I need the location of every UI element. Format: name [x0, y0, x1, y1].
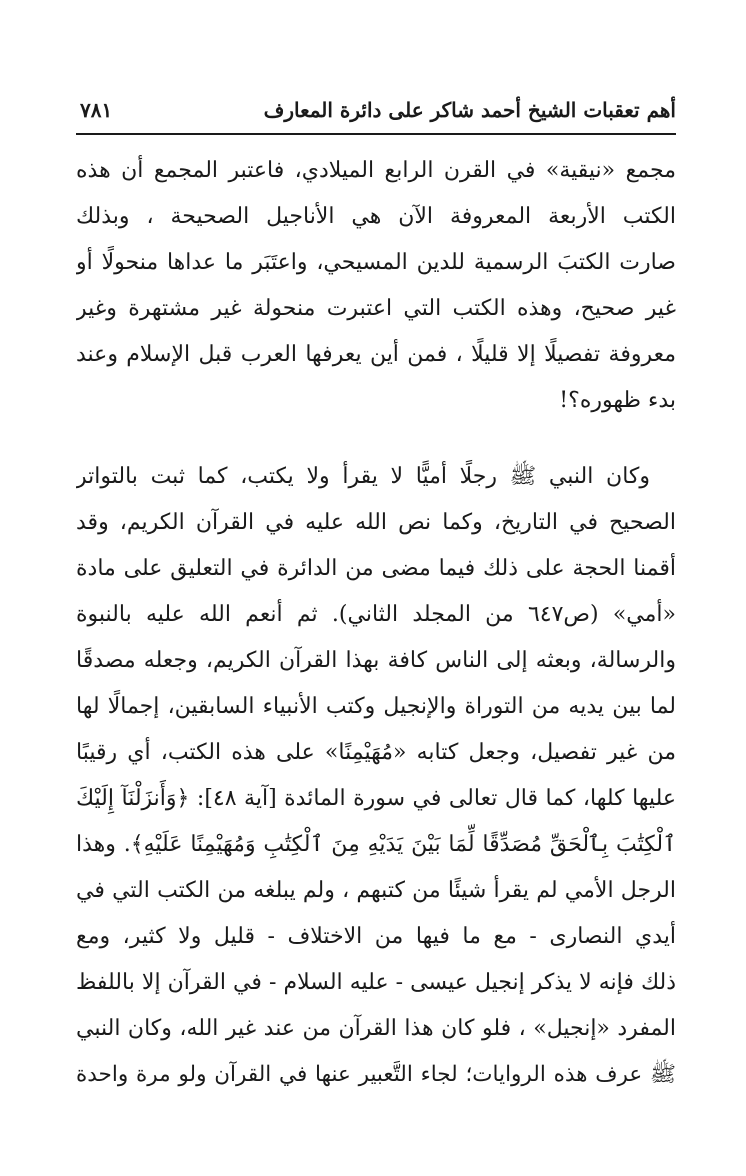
- body-text: [76, 148, 676, 1098]
- running-header: [76, 90, 676, 134]
- text-line: بدء ظهوره؟!: [559, 388, 676, 413]
- text-line: مجمع «نيقية» في القرن الرابع الميلادي، فاعتبر المجمع أن هذه: [76, 158, 676, 183]
- text-line: أقمنا الحجة على ذلك فيما مضى من الدائرة في التعليق على مادة: [76, 556, 676, 581]
- text-line: والرسالة، وبعثه إلى الناس كافة بهذا القرآن الكريم، وجعله مصدقًا: [76, 648, 676, 673]
- text-line: صارت الكتبَ الرسمية للدين المسيحي، واعتَبَر ما عداها منحولًا أو: [76, 250, 676, 275]
- text-line: من غير تفصيل، وجعل كتابه «مُهَيْمِنًا» على هذه الكتب، أي رقيبًا: [76, 740, 676, 765]
- text-line: غير صحيح، وهذه الكتب التي اعتبرت منحولة غير مشتهرة وغير: [76, 296, 676, 321]
- text-line: وكان النبي ﷺ رجلًا أميًّا لا يقرأ ولا يكتب، كما ثبت بالتواتر: [76, 464, 650, 489]
- text-line: «أمي» (ص٦٤٧ من المجلد الثاني). ثم أنعم الله عليه بالنبوة: [76, 602, 676, 627]
- text-line: المفرد «إنجيل» ، فلو كان هذا القرآن من عند غير الله، وكان النبي: [76, 1016, 676, 1041]
- text-line: ﷺ عرف هذه الروايات؛ لجاء التَّعبير عنها في القرآن ولو مرة واحدة: [76, 1062, 676, 1087]
- text-line: أيدي النصارى - مع ما فيها من الاختلاف - قليل ولا كثير، ومع: [76, 924, 676, 949]
- text-line: معروفة تفصيلًا إلا قليلًا ، فمن أين يعرفها العرب قبل الإسلام وعند: [76, 342, 676, 367]
- page-number: ٧٨١: [80, 98, 113, 122]
- text-line: ذلك فإنه لا يذكر إنجيل عيسى - عليه السلام - في القرآن إلا باللفظ: [76, 970, 676, 995]
- text-line: الرجل الأمي لم يقرأ شيئًا من كتبهم ، ولم يبلغه من الكتب التي في: [76, 878, 676, 903]
- paragraph-2: [76, 454, 676, 1098]
- header-title: أهم تعقبات الشيخ أحمد شاكر على دائرة المعارف: [263, 98, 676, 122]
- text-line: الكتب الأربعة المعروفة الآن هي الأناجيل الصحيحة ، وبذلك: [76, 204, 676, 229]
- header-rule: [76, 133, 676, 135]
- text-line: لما بين يديه من التوراة والإنجيل وكتب الأنبياء السابقين، إجمالًا لها: [76, 694, 676, 719]
- paragraph-1: [76, 148, 676, 424]
- quran-verse-line: ٱلْكِتَٰبَ بِٱلْحَقِّ مُصَدِّقًا لِّمَا بَيْنَ يَدَيْهِ مِنَ ٱلْكِتَٰبِ وَمُهَيْمِنًا عَلَيْهِ﴾. وهذا: [76, 832, 676, 857]
- text-line: عليها كلها، كما قال تعالى في سورة المائدة [آية ٤٨]: ﴿وَأَنزَلْنَآ إِلَيْكَ: [76, 786, 676, 811]
- paragraph-gap: [76, 424, 676, 454]
- text-line: الصحيح في التاريخ، وكما نص الله عليه في القرآن الكريم، وقد: [76, 510, 676, 535]
